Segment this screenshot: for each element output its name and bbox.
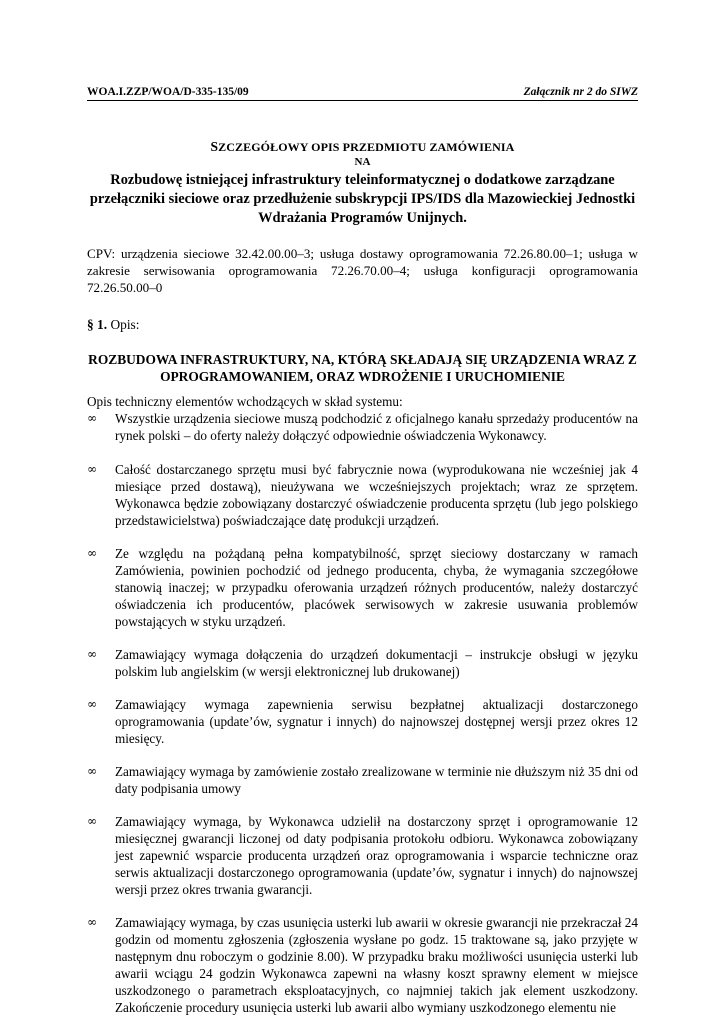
list-item bbox=[87, 545, 638, 630]
infinity-bullet-icon: ∞ bbox=[87, 764, 97, 778]
infinity-bullet-icon: ∞ bbox=[87, 462, 97, 476]
page-header bbox=[87, 86, 638, 101]
intro-text: Opis techniczny elementów wchodzących w skład systemu: bbox=[87, 394, 403, 409]
cpv-codes: CPV: urządzenia sieciowe 32.42.00.00–3; usługa dostawy oprogramowania 72.26.80.00–1; usługa w zakresie serwisowania oprogramowania 72.26.70.00–4; usługa konfiguracji oprogramowania 72.26.50.00–0 bbox=[87, 246, 638, 295]
list-item bbox=[87, 914, 638, 1016]
list-item-text: Zamawiający wymaga, by czas usunięcia usterki lub awarii w okresie gwarancji nie przekraczał 24 godzin od momentu zgłoszenia (zgłoszenia wysłane po godz. 15 traktowane są, jako przyjęte w następnym dnu roboczym o godzinie 8.00). W przypadku braku możliwości usunięcia usterki lub awarii wciągu 24 godzin Wykonawca zapewni na własny koszt sprawny element w miejsce uszkodzonego o parametrach eksploatacyjnych, co najmniej takich jak element uszkodzony. Zakończenie procedury usunięcia usterki lub awarii albo wymiany uszkodzonego elementu nie bbox=[115, 915, 638, 1015]
list-item-text: Wszystkie urządzenia sieciowe muszą podchodzić z oficjalnego kanału sprzedaży producentów na rynek polski – do oferty należy dołączyć odpowiednie oświadczenia Wykonawcy. bbox=[115, 411, 638, 443]
list-item-text: Zamawiający wymaga zapewnienia serwisu bezpłatnej aktualizacji dostarczonego oprogramowania (update’ów, sygnatur i innych) do najnowszej dostępnej wersji przez okres 12 miesięcy. bbox=[115, 697, 638, 746]
infinity-bullet-icon: ∞ bbox=[87, 411, 97, 425]
attachment-label: Załącznik nr 2 do SIWZ bbox=[523, 86, 638, 98]
list-item bbox=[87, 646, 638, 680]
list-item bbox=[87, 813, 638, 898]
list-item-text: Zamawiający wymaga by zamówienie zostało zrealizowane w terminie nie dłuższym niż 35 dni od daty podpisania umowy bbox=[115, 764, 638, 796]
section-label: Opis: bbox=[110, 317, 140, 332]
list-item-text: Całość dostarczanego sprzętu musi być fabrycznie nowa (wyprodukowana nie wcześniej jak 4 miesiące przed dostawą), nieużywana we wcześniejszych projektach; wraz ze sprzętem. Wykonawca będzie zobowiązany dostarczyć oświadczenie producenta sprzętu (lub jego polskiego przedstawicielstwa) poświadczające datę produkcji urządzeń. bbox=[115, 462, 638, 528]
section-number: § 1. bbox=[87, 317, 108, 332]
list-item-text: Zamawiający wymaga dołączenia do urządzeń dokumentacji – instrukcje obsługi w języku polskim lub angielskim (w wersji elektronicznej lub drukowanej) bbox=[115, 647, 638, 679]
infinity-bullet-icon: ∞ bbox=[87, 647, 97, 661]
reference-number: WOA.I.ZZP/WOA/D-335-135/09 bbox=[87, 86, 249, 98]
title-connector: NA bbox=[354, 156, 371, 168]
list-item bbox=[87, 461, 638, 529]
list-item bbox=[87, 696, 638, 747]
scope-heading: ROZBUDOWA INFRASTRUKTURY, NA, KTÓRĄ SKŁADAJĄ SIĘ URZĄDZENIA WRAZ Z OPROGRAMOWANIEM, ORAZ WDROŻENIE I URUCHOMIENIE bbox=[88, 352, 637, 384]
title-rest: ZCZEGÓŁOWY OPIS PRZEDMIOTU ZAMÓWIENIA bbox=[218, 140, 515, 154]
title-block bbox=[87, 139, 638, 228]
title-initial: S bbox=[210, 139, 219, 154]
section-heading bbox=[87, 316, 638, 333]
infinity-bullet-icon: ∞ bbox=[87, 814, 97, 828]
list-item bbox=[87, 763, 638, 797]
requirements-list bbox=[87, 410, 638, 1016]
infinity-bullet-icon: ∞ bbox=[87, 697, 97, 711]
infinity-bullet-icon: ∞ bbox=[87, 915, 97, 929]
list-item-text: Zamawiający wymaga, by Wykonawca udzielił na dostarczony sprzęt i oprogramowanie 12 miesięcznej gwarancji liczonej od daty podpisania protokołu odbioru. Wykonawca zobowiązany jest zapewnić wsparcie producenta urządzeń oraz oprogramowania i wsparcie techniczne oraz serwis aktualizacji dostarczonego oprogramowania (update’ów, sygnatur i innych) do najnowszej wersji przez okres trwania gwarancji. bbox=[115, 814, 638, 897]
document-title bbox=[87, 139, 638, 155]
subject-title: Rozbudowę istniejącej infrastruktury teleinformatycznej o dodatkowe zarządzane przełączniki sieciowe oraz przedłużenie subskrypcji IPS/IDS dla Mazowieckiej Jednostki Wdrażania Programów Unijnych. bbox=[89, 172, 636, 226]
list-item bbox=[87, 410, 638, 444]
document-page bbox=[87, 86, 638, 1032]
infinity-bullet-icon: ∞ bbox=[87, 546, 97, 560]
list-item-text: Ze względu na pożądaną pełna kompatybilność, sprzęt sieciowy dostarczany w ramach Zamówienia, powinien pochodzić od jednego producenta, chyba, że wymagania szczegółowe stanowią inaczej; w przypadku oferowania urządzeń różnych producentów, należy dostarczyć oświadczenia ich producentów, placówek serwisowych w zakresie usuwania problemów powstających w styku urządzeń. bbox=[115, 546, 638, 629]
